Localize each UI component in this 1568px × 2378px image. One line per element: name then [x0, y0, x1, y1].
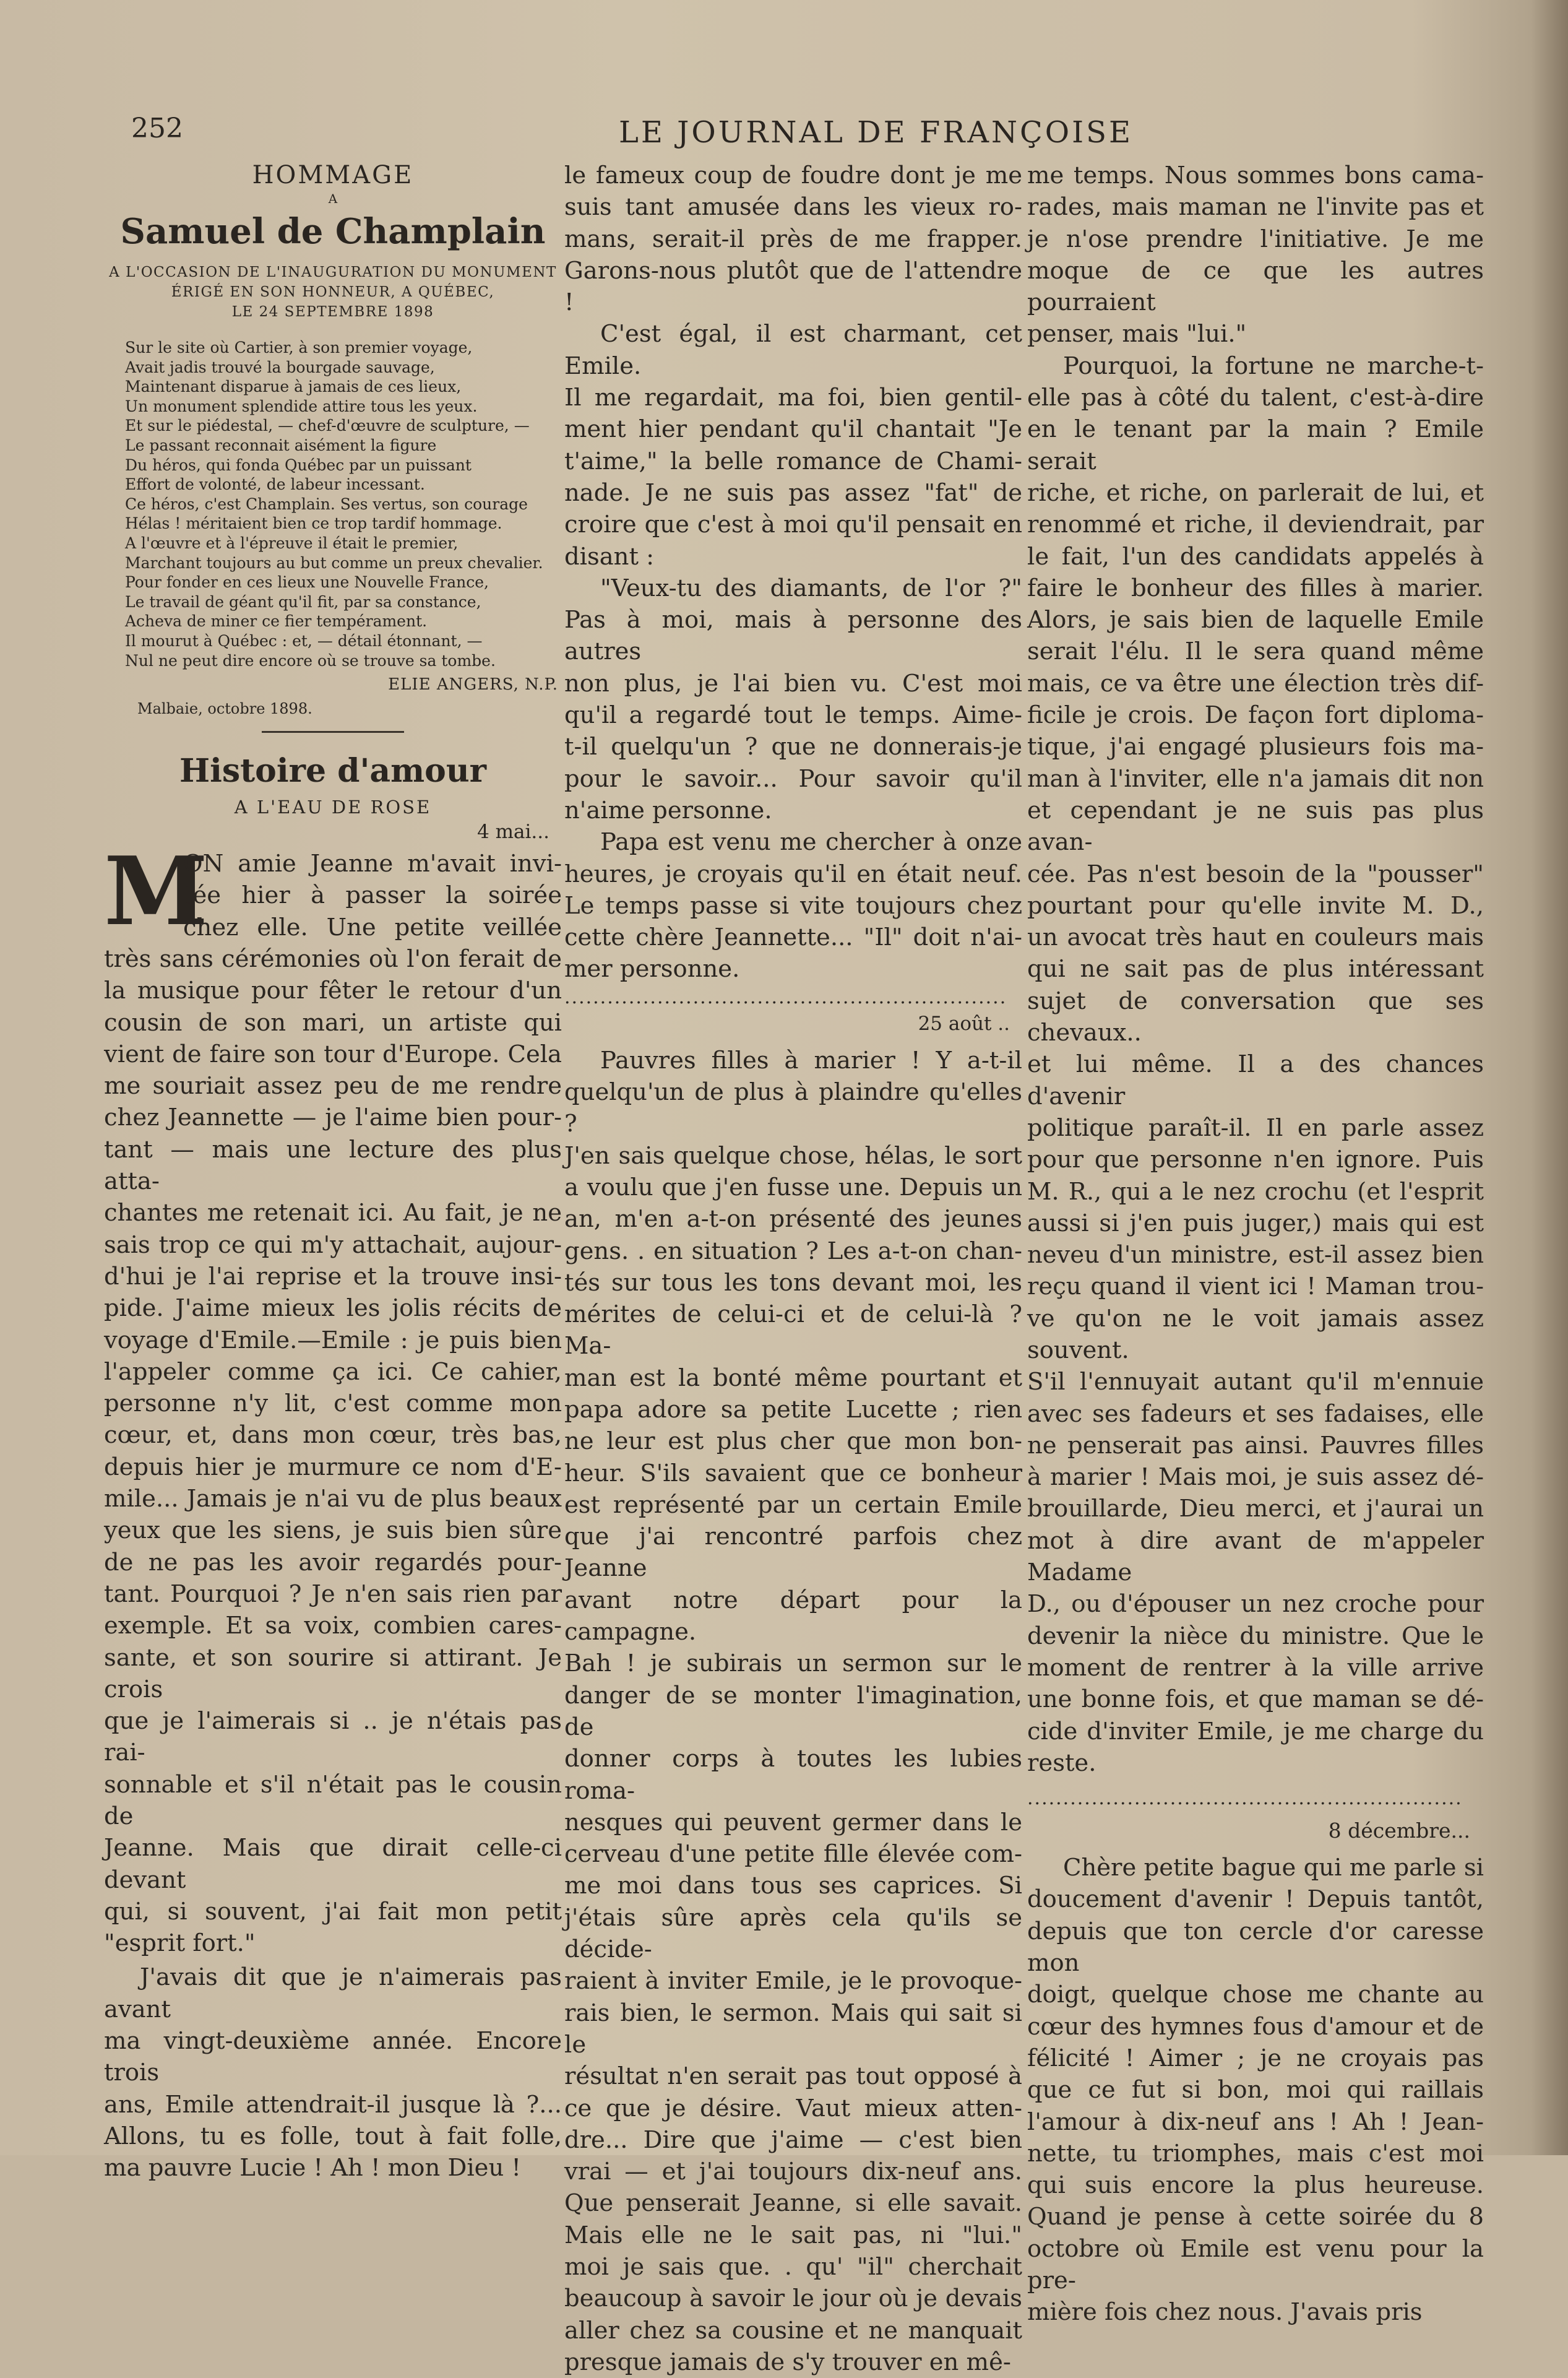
text-line: l'appeler comme ça ici. Ce cahier,: [104, 1357, 562, 1386]
story-paragraph: [1027, 1852, 1484, 2328]
text-line: n'aime personne.: [564, 796, 772, 824]
text-line: papa adore sa petite Lucette ; rien: [564, 1395, 1022, 1424]
text-line: nesques qui peuvent germer dans le: [564, 1808, 1022, 1836]
text-line: Papa est venu me chercher à onze: [600, 828, 1022, 857]
poem: [125, 338, 562, 670]
text-line: octobre où Emile est venu pour la pre-: [1027, 2234, 1484, 2294]
text-line: cide d'inviter Emile, je me charge du: [1027, 1717, 1484, 1745]
text-line: chantes me retenait ici. Au fait, je ne: [104, 1199, 562, 1227]
poem-line: Sur le site où Cartier, à son premier voyage,: [125, 339, 473, 357]
text-line: en le tenant par la main ? Emile serait: [1027, 415, 1484, 475]
text-line: mière fois chez nous. J'avais pris: [1027, 2298, 1423, 2327]
text-line: renommé et riche, il deviendrait, par: [1027, 511, 1484, 539]
text-line: exemple. Et sa voix, combien cares-: [104, 1612, 562, 1640]
text-line: moque de ce que les autres pourraient: [1027, 256, 1484, 317]
text-line: non plus, je l'ai bien vu. C'est moi: [564, 669, 1022, 698]
text-line: heur. S'ils savaient que ce bonheur: [564, 1459, 1022, 1487]
text-line: mans, serait-il près de me frapper.: [564, 225, 1022, 253]
text-line: a voulu que j'en fusse une. Depuis un: [564, 1173, 1022, 1201]
text-line: mile... Jamais je n'ai vu de plus beaux: [104, 1485, 562, 1513]
text-line: faire le bonheur des filles à marier.: [1027, 574, 1484, 602]
story-paragraph: [564, 318, 1022, 572]
poem-line: Marchant toujours au but comme un preux chevalier.: [125, 553, 543, 572]
text-line: tée hier à passer la soirée: [183, 881, 562, 910]
text-line: nade. Je ne suis pas assez "fat" de: [564, 478, 1022, 507]
occasion-line: A L'OCCASION DE L'INAUGURATION DU MONUMENT: [109, 264, 557, 280]
column-3: [1027, 160, 1484, 2328]
text-line: C'est égal, il est charmant, cet Emile.: [564, 320, 1022, 380]
story-title: Histoire d'amour: [179, 752, 487, 790]
text-line: cousin de son mari, un artiste qui: [104, 1008, 562, 1037]
text-line: ne penserait pas ainsi. Pauvres filles: [1027, 1431, 1484, 1459]
text-line: et cependant je ne suis pas plus avan-: [1027, 796, 1484, 857]
text-line: sujet de conversation que ses chevaux..: [1027, 987, 1484, 1047]
text-line: disant :: [564, 542, 655, 571]
text-line: et lui même. Il a des chances d'avenir: [1027, 1050, 1484, 1110]
poem-place-date: Malbaie, octobre 1898.: [137, 700, 312, 718]
poem-line: Et sur le piédestal, — chef-d'œuvre de sculpture, —: [125, 417, 530, 435]
text-line: yeux que les siens, je suis bien sûre: [104, 1516, 562, 1545]
text-line: Le temps passe si vite toujours chez: [564, 891, 1022, 920]
text-line: sais trop ce qui m'y attachait, aujour-: [104, 1230, 562, 1259]
text-line: doucement d'avenir ! Depuis tantôt,: [1027, 1885, 1484, 1914]
paragraph-lines: [104, 836, 562, 1959]
text-line: Il me regardait, ma foi, bien gentil-: [564, 384, 1022, 412]
text-line: dre... Dire que j'aime — c'est bien: [564, 2125, 1022, 2154]
text-line: presque jamais de s'y trouver en mê-: [564, 2348, 1011, 2376]
poem-line: Acheva de miner ce fier tempérament.: [125, 612, 428, 631]
text-line: t'aime," la belle romance de Chami-: [564, 447, 1022, 475]
text-line: félicité ! Aimer ; je ne croyais pas: [1027, 2044, 1484, 2072]
story-paragraph: [1027, 350, 1484, 1779]
text-line: ve qu'on ne le voit jamais assez souvent.: [1027, 1304, 1484, 1364]
text-line: moi je sais que. . qu' "il" cherchait: [564, 2253, 1022, 2281]
text-line: danger de se monter l'imagination, de: [564, 1681, 1022, 1741]
text-line: aussi si j'en puis juger,) mais qui est: [1027, 1209, 1484, 1237]
text-line: elle pas à côté du talent, c'est-à-dire: [1027, 384, 1484, 412]
dotted-separator: ..............................................................: [564, 986, 1007, 1008]
text-line: voyage d'Emile.—Emile : je puis bien: [104, 1326, 562, 1354]
text-line: brouillarde, Dieu merci, et j'aurai un: [1027, 1495, 1484, 1523]
text-line: serait l'élu. Il le sera quand même: [1027, 638, 1484, 666]
text-line: D., ou d'épouser un nez croche pour: [1027, 1590, 1484, 1619]
text-line: Bah ! je subirais un sermon sur le: [564, 1649, 1022, 1678]
text-line: M. R., qui a le nez crochu (et l'esprit: [1027, 1177, 1484, 1206]
text-line: riche, et riche, on parlerait de lui, et: [1027, 478, 1484, 507]
text-line: j'étais sûre après cela qu'ils se décide-: [564, 1903, 1022, 1964]
text-line: me souriait assez peu de me rendre: [104, 1072, 562, 1100]
text-line: d'hui je l'ai reprise et la trouve insi-: [104, 1262, 562, 1291]
text-line: ON amie Jeanne m'avait invi-: [183, 850, 562, 878]
text-line: est représenté par un certain Emile: [564, 1490, 1022, 1519]
text-line: me temps. Nous sommes bons cama-: [1027, 162, 1484, 189]
text-line: Que penserait Jeanne, si elle savait.: [564, 2189, 1022, 2218]
text-line: doigt, quelque chose me chante au: [1027, 1981, 1484, 2009]
story-paragraph: [104, 1961, 562, 2184]
text-line: cée. Pas n'est besoin de la "pousser": [1027, 860, 1484, 888]
text-line: une bonne fois, et que maman se dé-: [1027, 1685, 1484, 1714]
story-paragraph: [1027, 160, 1484, 350]
entry-date: 25 août ..: [918, 1012, 1010, 1035]
text-line: man à l'inviter, elle n'a jamais dit non: [1027, 764, 1484, 793]
text-line: sante, et son sourire si attirant. Je crois: [104, 1643, 562, 1703]
text-line: quelqu'un de plus à plaindre qu'elles ?: [564, 1078, 1022, 1138]
text-line: que j'ai rencontré parfois chez Jeanne: [564, 1523, 1022, 1583]
text-line: vient de faire son tour d'Europe. Cela: [104, 1040, 562, 1068]
poem-line: Nul ne peut dire encore où se trouve sa tombe.: [125, 651, 496, 670]
text-line: Garons-nous plutôt que de l'attendre !: [564, 256, 1022, 317]
text-line: politique paraît-il. Il en parle assez: [1027, 1113, 1484, 1142]
text-line: qui, si souvent, j'ai fait mon petit: [104, 1897, 562, 1926]
poem-line: Hélas ! méritaient bien ce trop tardif hommage.: [125, 514, 502, 533]
text-line: avec ses fadeurs et ses fadaises, elle: [1027, 1399, 1484, 1428]
hommage-title: HOMMAGE: [252, 161, 414, 189]
story-paragraph: [564, 573, 1022, 826]
text-line: cœur, et, dans mon cœur, très bas,: [104, 1421, 562, 1450]
poem-line: Le travail de géant qu'il fit, par sa constance,: [125, 592, 481, 611]
text-line: résultat n'en serait pas tout opposé à: [564, 2062, 1022, 2091]
text-line: S'il l'ennuyait autant qu'il m'ennuie: [1027, 1368, 1484, 1396]
text-line: que je l'aimerais si .. je n'étais pas rai-: [104, 1707, 562, 1767]
text-line: tant — mais une lecture des plus atta-: [104, 1135, 562, 1196]
text-line: chez elle. Une petite veillée: [183, 913, 562, 941]
poem-line: Du héros, qui fonda Québec par un puissant: [125, 456, 472, 474]
story-paragraph: [564, 826, 1022, 985]
binding-shadow: [1531, 0, 1568, 2155]
text-line: tés sur tous les tons devant moi, les: [564, 1268, 1022, 1297]
text-line: qui ne sait pas de plus intéressant: [1027, 955, 1484, 984]
text-line: ce que je désire. Vaut mieux atten-: [564, 2094, 1022, 2122]
hommage-occasion: [104, 262, 562, 322]
text-line: ment hier pendant qu'il chantait "Je: [564, 415, 1022, 444]
text-line: ne leur est plus cher que mon bon-: [564, 1427, 1022, 1456]
text-line: chez Jeannette — je l'aime bien pour-: [104, 1104, 562, 1132]
text-line: depuis que ton cercle d'or caresse mon: [1027, 1917, 1484, 1978]
text-line: Allons, tu es folle, tout à fait folle,: [104, 2122, 562, 2150]
text-line: neveu d'un ministre, est-il assez bien: [1027, 1241, 1484, 1269]
text-line: Mais elle ne le sait pas, ni "lui.": [564, 2221, 1022, 2249]
text-line: cette chère Jeannette... "Il" doit n'ai-: [564, 923, 1022, 952]
text-line: Pas à moi, mais à personne des autres: [564, 606, 1022, 666]
entry-date: 4 mai...: [477, 821, 549, 844]
text-line: personne n'y lit, c'est comme mon: [104, 1390, 562, 1418]
text-line: depuis hier je murmure ce nom d'E-: [104, 1453, 562, 1481]
text-line: un avocat très haut en couleurs mais: [1027, 923, 1484, 952]
text-line: qu'il a regardé tout le temps. Aime-: [564, 701, 1022, 730]
text-line: Jeanne. Mais que dirait celle-ci devant: [104, 1834, 562, 1894]
poem-line: Un monument splendide attire tous les yeux.: [125, 397, 478, 415]
page-number: 252: [131, 113, 183, 144]
text-line: suis tant amusée dans les vieux ro-: [564, 193, 1022, 222]
text-line: Pauvres filles à marier ! Y a-t-il: [600, 1046, 1022, 1074]
text-line: mot à dire avant de m'appeler Madame: [1027, 1526, 1484, 1587]
poem-line: Effort de volonté, de labeur incessant.: [125, 475, 425, 494]
text-line: qui suis encore la plus heureuse.: [1027, 2171, 1484, 2200]
occasion-line: LE 24 SEPTEMBRE 1898: [231, 304, 434, 320]
text-line: donner corps à toutes les lubies roma-: [564, 1745, 1022, 1805]
text-line: ficile je crois. De façon fort diploma-: [1027, 701, 1484, 730]
text-line: reste.: [1027, 1749, 1096, 1777]
poem-line: Le passant reconnait aisément la figure: [125, 436, 437, 454]
text-line: "Veux-tu des diamants, de l'or ?": [600, 574, 1022, 602]
text-line: penser, mais "lui.": [1027, 320, 1247, 348]
text-line: vrai — et j'ai toujours dix-neuf ans.: [564, 2158, 1022, 2186]
text-line: ma pauvre Lucie ! Ah ! mon Dieu !: [104, 2154, 521, 2182]
poem-line: A l'œuvre et à l'épreuve il était le premier,: [125, 534, 459, 552]
text-line: ans, Emile attendrait-il jusque là ?...: [104, 2090, 562, 2119]
poem-line: Maintenant disparue à jamais de ces lieux,: [125, 378, 462, 396]
text-line: rades, mais maman ne l'invite pas et: [1027, 193, 1484, 222]
text-line: avant notre départ pour la campagne.: [564, 1586, 1022, 1646]
text-line: Pourquoi, la fortune ne marche-t-: [1063, 352, 1484, 380]
text-line: an, m'en a-t-on présenté des jeunes: [564, 1205, 1022, 1234]
text-line: à marier ! Mais moi, je suis assez dé-: [1027, 1463, 1484, 1492]
poem-line: Ce héros, c'est Champlain. Ses vertus, son courage: [125, 495, 528, 513]
text-line: gens. . en situation ? Les a-t-on chan-: [564, 1237, 1022, 1265]
text-line: le fameux coup de foudre dont je me: [564, 162, 1022, 189]
text-line: rais bien, le sermon. Mais qui sait si le: [564, 1999, 1022, 2059]
occasion-line: ÉRIGÉ EN SON HONNEUR, A QUÉBEC,: [171, 284, 495, 300]
text-line: mérites de celui-ci et de celui-là ? Ma-: [564, 1300, 1022, 1360]
text-line: t-il quelqu'un ? que ne donnerais-je: [564, 733, 1022, 761]
text-line: que ce fut si bon, moi qui raillais: [1027, 2076, 1484, 2104]
text-line: tique, j'ai engagé plusieurs fois ma-: [1027, 733, 1484, 761]
text-line: J'avais dit que je n'aimerais pas avant: [104, 1963, 562, 2023]
text-line: la musique pour fêter le retour d'un: [104, 977, 562, 1005]
text-line: pide. J'aime mieux les jolis récits de: [104, 1294, 562, 1323]
poem-line: Pour fonder en ces lieux une Nouvelle France,: [125, 573, 489, 592]
text-line: ma vingt-deuxième année. Encore trois: [104, 2027, 562, 2087]
text-line: man est la bonté même pourtant et: [564, 1364, 1022, 1392]
poem-line: Avait jadis trouvé la bourgade sauvage,: [125, 358, 435, 376]
text-line: aller chez sa cousine et ne manquait: [564, 2316, 1022, 2345]
text-line: pour le savoir... Pour savoir qu'il: [564, 764, 1022, 793]
text-line: moment de rentrer à la ville arrive: [1027, 1653, 1484, 1682]
entry-date: 8 décembre...: [1328, 1818, 1470, 1843]
section-divider: [262, 731, 404, 733]
hommage-a: A: [328, 191, 338, 206]
text-line: nette, tu triomphes, mais c'est moi: [1027, 2139, 1484, 2168]
text-line: Alors, je sais bien de laquelle Emile: [1027, 606, 1484, 634]
column-2: [564, 160, 1022, 2378]
text-line: mais, ce va être une élection très dif-: [1027, 669, 1484, 698]
text-line: très sans cérémonies où l'on ferait de: [104, 945, 562, 973]
text-line: devenir la nièce du ministre. Que le: [1027, 1622, 1484, 1650]
text-line: cerveau d'une petite fille élevée com-: [564, 1840, 1022, 1869]
text-line: tant. Pourquoi ? Je n'en sais rien par: [104, 1580, 562, 1608]
text-line: reçu quand il vient ici ! Maman trou-: [1027, 1273, 1484, 1301]
story-paragraph: [564, 1045, 1022, 2378]
story-paragraph: [104, 836, 562, 1959]
text-line: de ne pas les avoir regardés pour-: [104, 1548, 562, 1576]
text-line: "esprit fort.": [104, 1929, 256, 1958]
text-line: Chère petite bague qui me parle si: [1063, 1854, 1484, 1882]
text-line: je n'ose prendre l'initiative. Je me: [1027, 225, 1484, 253]
text-line: beaucoup à savoir le jour où je devais: [564, 2285, 1022, 2313]
text-line: me moi dans tous ses caprices. Si: [564, 1872, 1022, 1900]
drop-cap: M: [104, 836, 209, 947]
text-line: sonnable et s'il n'était pas le cousin de: [104, 1770, 562, 1830]
poem-signature: ELIE ANGERS, N.P.: [388, 675, 558, 694]
text-line: le fait, l'un des candidats appelés à: [1027, 542, 1484, 571]
hommage-name: Samuel de Champlain: [120, 211, 546, 252]
poem-line: Il mourut à Québec : et, — détail étonnant, —: [125, 631, 483, 650]
text-line: croire que c'est à moi qu'il pensait en: [564, 511, 1022, 539]
text-line: mer personne.: [564, 955, 740, 984]
story-subtitle: A L'EAU DE ROSE: [234, 797, 432, 818]
story-paragraph: [564, 160, 1022, 318]
text-line: raient à inviter Emile, je le provoque-: [564, 1967, 1022, 1995]
text-line: heures, je croyais qu'il en était neuf.: [564, 860, 1022, 888]
text-line: pour que personne n'en ignore. Puis: [1027, 1146, 1484, 1174]
text-line: Quand je pense à cette soirée du 8: [1027, 2203, 1484, 2231]
text-line: J'en sais quelque chose, hélas, le sort: [564, 1141, 1022, 1170]
text-line: cœur des hymnes fous d'amour et de: [1027, 2012, 1484, 2041]
dotted-separator: .............................................................: [1027, 1788, 1463, 1810]
running-head: LE JOURNAL DE FRANÇOISE: [619, 115, 1134, 150]
column-1: [104, 160, 562, 2184]
text-line: pourtant pour qu'elle invite M. D.,: [1027, 891, 1484, 920]
text-line: l'amour à dix-neuf ans ! Ah ! Jean-: [1027, 2108, 1484, 2136]
